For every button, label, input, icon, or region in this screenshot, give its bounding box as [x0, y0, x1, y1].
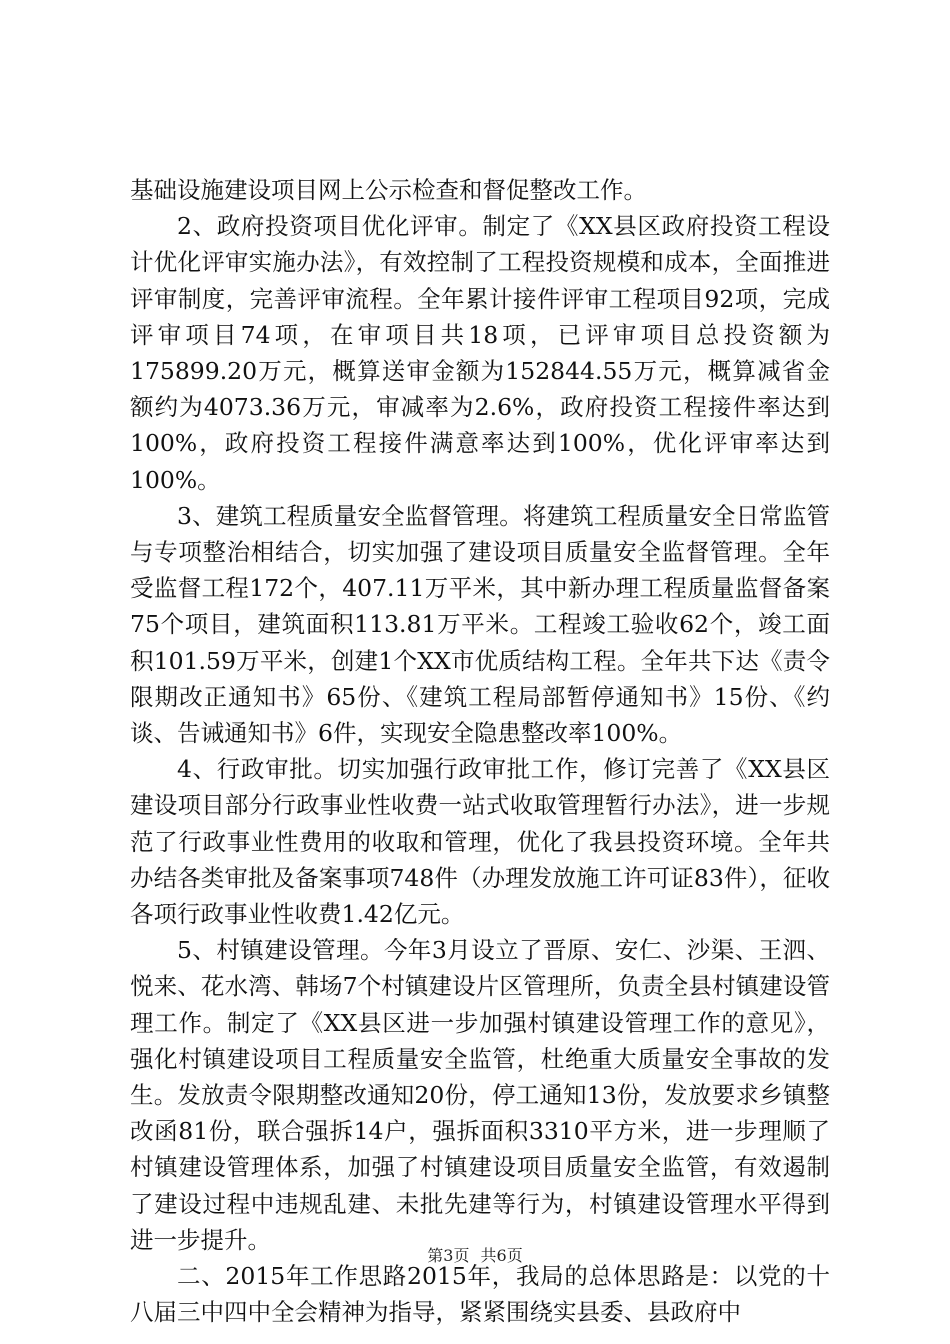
paragraph-work-plan: 二、2015年工作思路2015年，我局的总体思路是：以党的十八届三中四中全会精神为指导，紧紧围绕实县委、县政府中: [130, 1262, 830, 1327]
paragraph-investment-review: 2、政府投资项目优化评审。制定了《XX县区政府投资工程设计优化评审实施办法》，有效控制了工程投资规模和成本，全面推进评审制度，完善评审流程。全年累计接件评审工程项目92项，完成评审项目74项，在审项目共18项，已评审项目总投资额为175899.20万元，概算送审金额为152844.55万元，概算减省金额约为4073.36万元，审减率为2.6%，政府投资工程接件率达到100%，政府投资工程接件满意率达到100%，优化评审率达到100%。: [130, 212, 830, 494]
paragraph-administrative-approval: 4、行政审批。切实加强行政审批工作，修订完善了《XX县区建设项目部分行政事业性收费一站式收取管理暂行办法》，进一步规范了行政事业性费用的收取和管理，优化了我县投资环境。全年共办结各类审批及备案事项748件（办理发放施工许可证83件），征收各项行政事业性收费1.42亿元。: [130, 755, 830, 929]
page-total: 共6页: [480, 1246, 523, 1265]
document-body: [130, 172, 830, 1331]
paragraph-continuation: 基础设施建设项目网上公示检查和督促整改工作。: [130, 176, 647, 204]
page-number: 第3页: [427, 1246, 470, 1265]
page-footer: [0, 1246, 950, 1266]
paragraph-quality-safety: 3、建筑工程质量安全监督管理。将建筑工程质量安全日常监管与专项整治相结合，切实加强了建设项目质量安全监督管理。全年受监督工程172个，407.11万平米，其中新办理工程质量监督备案75个项目，建筑面积113.81万平米。工程竣工验收62个，竣工面积101.59万平米，创建1个XX市优质结构工程。全年共下达《责令限期改正通知书》65份、《建筑工程局部暂停通知书》15份、《约谈、告诫通知书》6件，实现安全隐患整改率100%。: [130, 501, 830, 748]
paragraph-village-construction: 5、村镇建设管理。今年3月设立了晋原、安仁、沙渠、王泗、悦来、花水湾、韩场7个村镇建设片区管理所，负责全县村镇建设管理工作。制定了《XX县区进一步加强村镇建设管理工作的意见》，强化村镇建设项目工程质量安全监管，杜绝重大质量安全事故的发生。发放责令限期整改通知20份，停工通知13份，发放要求乡镇整改函81份，联合强拆14户，强拆面积3310平方米，进一步理顺了村镇建设管理体系，加强了村镇建设项目质量安全监管，有效遏制了建设过程中违规乱建、未批先建等行为，村镇建设管理水平得到进一步提升。: [130, 936, 830, 1254]
